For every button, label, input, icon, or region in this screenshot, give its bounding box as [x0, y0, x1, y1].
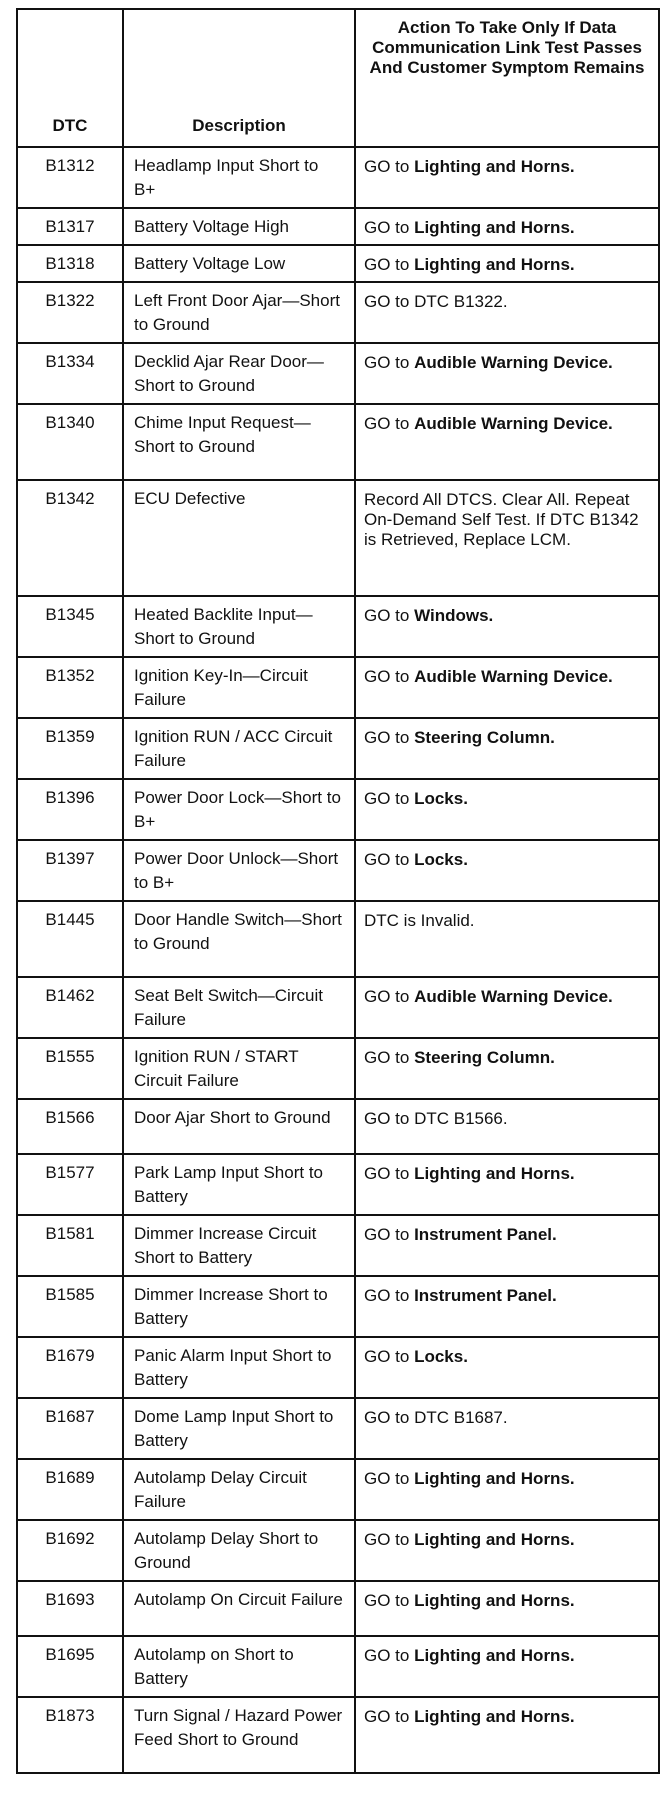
dtc-action	[355, 1276, 659, 1337]
dtc-description: Decklid Ajar Rear Door—Short to Ground	[123, 343, 355, 404]
dtc-description: Autolamp Delay Short to Ground	[123, 1520, 355, 1581]
dtc-code: B1334	[17, 343, 123, 404]
header-row	[17, 9, 659, 147]
dtc-description: ECU Defective	[123, 480, 355, 596]
dtc-description: Heated Backlite Input—Short to Ground	[123, 596, 355, 657]
action-text: GO to	[364, 1347, 415, 1366]
action-reference: Instrument Panel.	[414, 1225, 557, 1244]
action-reference: Windows.	[414, 606, 494, 625]
dtc-action	[355, 1154, 659, 1215]
table-row	[17, 404, 659, 480]
table-row	[17, 1215, 659, 1276]
dtc-action	[355, 1038, 659, 1099]
table-row	[17, 208, 659, 245]
dtc-code: B1693	[17, 1581, 123, 1636]
dtc-code: B1689	[17, 1459, 123, 1520]
action-text: GO to	[364, 255, 415, 274]
action-reference: Steering Column.	[414, 728, 555, 747]
action-reference: Locks.	[414, 1347, 468, 1366]
table-row	[17, 1459, 659, 1520]
action-text: GO to DTC B1687.	[364, 1408, 508, 1427]
dtc-code: B1318	[17, 245, 123, 282]
action-text: GO to	[364, 353, 415, 372]
table-row	[17, 1099, 659, 1154]
table-row	[17, 1697, 659, 1773]
table-row	[17, 901, 659, 977]
dtc-code: B1462	[17, 977, 123, 1038]
dtc-description: Battery Voltage Low	[123, 245, 355, 282]
action-reference: Audible Warning Device.	[414, 667, 613, 686]
dtc-description: Headlamp Input Short to B+	[123, 147, 355, 208]
dtc-description: Seat Belt Switch—Circuit Failure	[123, 977, 355, 1038]
action-reference: Lighting and Horns.	[414, 1530, 575, 1549]
dtc-action	[355, 343, 659, 404]
dtc-code: B1577	[17, 1154, 123, 1215]
dtc-code: B1317	[17, 208, 123, 245]
dtc-code: B1312	[17, 147, 123, 208]
dtc-action	[355, 404, 659, 480]
dtc-description: Ignition RUN / ACC Circuit Failure	[123, 718, 355, 779]
header-dtc: DTC	[17, 9, 123, 147]
dtc-action	[355, 1398, 659, 1459]
dtc-action	[355, 1697, 659, 1773]
action-reference: Steering Column.	[414, 1048, 555, 1067]
dtc-code: B1340	[17, 404, 123, 480]
table-row	[17, 840, 659, 901]
table-row	[17, 596, 659, 657]
dtc-code: B1322	[17, 282, 123, 343]
dtc-code: B1342	[17, 480, 123, 596]
action-text: GO to	[364, 1225, 415, 1244]
table-row	[17, 718, 659, 779]
action-text: GO to	[364, 606, 415, 625]
action-text: GO to	[364, 1286, 415, 1305]
action-text: GO to DTC B1566.	[364, 1109, 508, 1128]
dtc-description: Autolamp On Circuit Failure	[123, 1581, 355, 1636]
action-reference: Locks.	[414, 789, 468, 808]
table-row	[17, 1337, 659, 1398]
action-reference: Lighting and Horns.	[414, 218, 575, 237]
action-text: GO to	[364, 1591, 415, 1610]
table-row	[17, 1636, 659, 1697]
dtc-code: B1679	[17, 1337, 123, 1398]
action-reference: Lighting and Horns.	[414, 1646, 575, 1665]
action-reference: Lighting and Horns.	[414, 1164, 575, 1183]
action-text: GO to	[364, 1048, 415, 1067]
dtc-description: Power Door Lock—Short to B+	[123, 779, 355, 840]
action-text: GO to	[364, 157, 415, 176]
dtc-description: Ignition RUN / START Circuit Failure	[123, 1038, 355, 1099]
dtc-code: B1873	[17, 1697, 123, 1773]
action-text: GO to	[364, 1164, 415, 1183]
table-body	[17, 147, 659, 1773]
action-reference: Lighting and Horns.	[414, 255, 575, 274]
dtc-action	[355, 1636, 659, 1697]
action-reference: Audible Warning Device.	[414, 987, 613, 1006]
dtc-action	[355, 1215, 659, 1276]
dtc-action	[355, 596, 659, 657]
dtc-action	[355, 147, 659, 208]
dtc-code: B1359	[17, 718, 123, 779]
dtc-description: Ignition Key-In—Circuit Failure	[123, 657, 355, 718]
table-row	[17, 343, 659, 404]
action-text: GO to	[364, 218, 415, 237]
table-row	[17, 657, 659, 718]
action-reference: Lighting and Horns.	[414, 1591, 575, 1610]
dtc-code: B1397	[17, 840, 123, 901]
dtc-code: B1396	[17, 779, 123, 840]
action-text: GO to	[364, 728, 415, 747]
dtc-description: Power Door Unlock—Short to B+	[123, 840, 355, 901]
dtc-code: B1566	[17, 1099, 123, 1154]
table-row	[17, 282, 659, 343]
table-row	[17, 1581, 659, 1636]
action-reference: Lighting and Horns.	[414, 157, 575, 176]
dtc-action	[355, 245, 659, 282]
header-description: Description	[123, 9, 355, 147]
table-row	[17, 1520, 659, 1581]
dtc-action	[355, 901, 659, 977]
dtc-description: Door Handle Switch—Short to Ground	[123, 901, 355, 977]
dtc-code: B1445	[17, 901, 123, 977]
action-reference: Lighting and Horns.	[414, 1707, 575, 1726]
action-text: GO to	[364, 1707, 415, 1726]
dtc-action	[355, 977, 659, 1038]
dtc-description: Dimmer Increase Short to Battery	[123, 1276, 355, 1337]
action-text: DTC is Invalid.	[364, 911, 475, 930]
dtc-code: B1687	[17, 1398, 123, 1459]
action-text: GO to	[364, 1646, 415, 1665]
dtc-action	[355, 840, 659, 901]
table-row	[17, 779, 659, 840]
dtc-code: B1345	[17, 596, 123, 657]
dtc-action	[355, 282, 659, 343]
dtc-action	[355, 1099, 659, 1154]
action-text: GO to DTC B1322.	[364, 292, 508, 311]
dtc-action	[355, 657, 659, 718]
dtc-description: Battery Voltage High	[123, 208, 355, 245]
dtc-action	[355, 1581, 659, 1636]
action-text: Record All DTCS. Clear All. Repeat On-Demand Self Test. If DTC B1342 is Retrieved, Replace LCM.	[364, 490, 639, 549]
dtc-description: Turn Signal / Hazard Power Feed Short to Ground	[123, 1697, 355, 1773]
dtc-action	[355, 480, 659, 596]
table-row	[17, 1398, 659, 1459]
dtc-description: Autolamp on Short to Battery	[123, 1636, 355, 1697]
action-text: GO to	[364, 1530, 415, 1549]
dtc-description: Door Ajar Short to Ground	[123, 1099, 355, 1154]
dtc-code: B1555	[17, 1038, 123, 1099]
action-text: GO to	[364, 987, 415, 1006]
action-text: GO to	[364, 789, 415, 808]
dtc-code: B1695	[17, 1636, 123, 1697]
dtc-code: B1352	[17, 657, 123, 718]
action-reference: Audible Warning Device.	[414, 353, 613, 372]
table-row	[17, 147, 659, 208]
dtc-action	[355, 718, 659, 779]
dtc-action	[355, 779, 659, 840]
action-text: GO to	[364, 414, 415, 433]
table-row	[17, 1276, 659, 1337]
action-reference: Lighting and Horns.	[414, 1469, 575, 1488]
action-text: GO to	[364, 667, 415, 686]
dtc-action	[355, 208, 659, 245]
dtc-action	[355, 1520, 659, 1581]
dtc-action	[355, 1459, 659, 1520]
action-text: GO to	[364, 1469, 415, 1488]
action-reference: Locks.	[414, 850, 468, 869]
dtc-description: Autolamp Delay Circuit Failure	[123, 1459, 355, 1520]
action-text: GO to	[364, 850, 415, 869]
header-action: Action To Take Only If Data Communication Link Test Passes And Customer Symptom Remains	[355, 9, 659, 147]
dtc-code: B1692	[17, 1520, 123, 1581]
dtc-code: B1585	[17, 1276, 123, 1337]
dtc-description: Dome Lamp Input Short to Battery	[123, 1398, 355, 1459]
table-row	[17, 480, 659, 596]
dtc-description: Left Front Door Ajar—Short to Ground	[123, 282, 355, 343]
dtc-description: Dimmer Increase Circuit Short to Battery	[123, 1215, 355, 1276]
table-row	[17, 1154, 659, 1215]
dtc-description: Chime Input Request—Short to Ground	[123, 404, 355, 480]
dtc-description: Panic Alarm Input Short to Battery	[123, 1337, 355, 1398]
table-row	[17, 1038, 659, 1099]
table-row	[17, 245, 659, 282]
table-row	[17, 977, 659, 1038]
action-reference: Instrument Panel.	[414, 1286, 557, 1305]
dtc-action	[355, 1337, 659, 1398]
dtc-table	[16, 8, 660, 1774]
dtc-description: Park Lamp Input Short to Battery	[123, 1154, 355, 1215]
action-reference: Audible Warning Device.	[414, 414, 613, 433]
dtc-code: B1581	[17, 1215, 123, 1276]
